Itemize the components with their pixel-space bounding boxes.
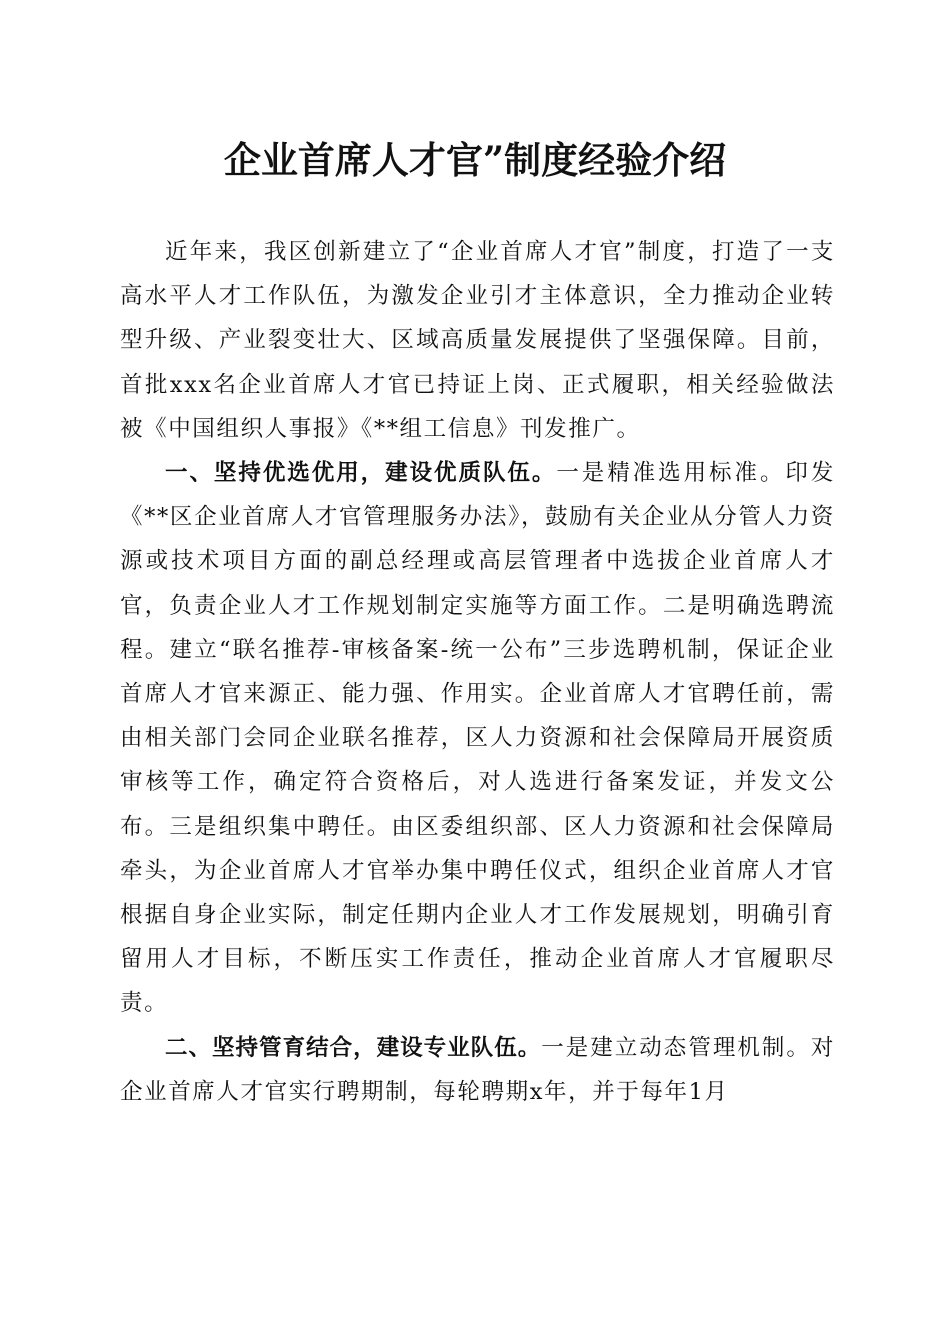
paragraph-intro: [120, 230, 835, 451]
section-1-heading: 一、坚持优选优用，建设优质队伍。: [165, 460, 557, 487]
document-body: [120, 230, 835, 1114]
section-1-text: 一是精准选用标准。印发《**区企业首席人才官管理服务办法》，鼓励有关企业从分管人力资源或技术项目方面的副总经理或高层管理者中选拔企业首席人才官，负责企业人才工作规划制定实施等方面工作。二是明确选聘流程。建立“联名推荐-审核备案-统一公布”三步选聘机制，保证企业首席人才官来源正、能力强、作用实。企业首席人才官聘任前，需由相关部门会同企业联名推荐，区人力资源和社会保障局开展资质审核等工作，确定符合资格后，对人选进行备案发证，并发文公布。三是组织集中聘任。由区委组织部、区人力资源和社会保障局牵头，为企业首席人才官举办集中聘任仪式，组织企业首席人才官根据自身企业实际，制定任期内企业人才工作发展规划，明确引育留用人才目标，不断压实工作责任，推动企业首席人才官履职尽责。: [120, 460, 835, 1017]
paragraph-section-2: [120, 1026, 835, 1114]
paragraph-section-1: [120, 451, 835, 1026]
section-2-heading: 二、坚持管育结合，建设专业队伍。: [165, 1034, 542, 1061]
section-2-text: 一是建立动态管理机制。对企业首席人才官实行聘期制，每轮聘期x年，并于每年1月: [120, 1034, 835, 1105]
paragraph-intro-text: 近年来，我区创新建立了“企业首席人才官”制度，打造了一支高水平人才工作队伍，为激发企业引才主体意识，全力推动企业转型升级、产业裂变壮大、区域高质量发展提供了坚强保障。目前，首批xxx名企业首席人才官已持证上岗、正式履职，相关经验做法被《中国组织人事报》《**组工信息》刊发推广。: [120, 239, 835, 442]
document-title: 企业首席人才官”制度经验介绍: [223, 138, 727, 182]
